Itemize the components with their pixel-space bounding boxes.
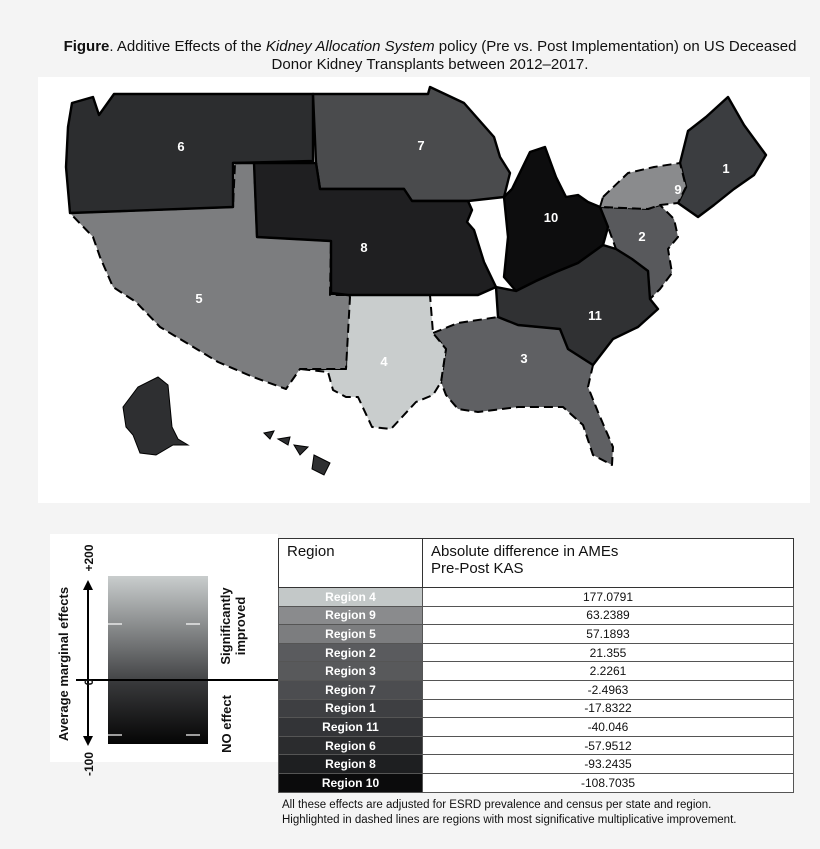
header-value-line1: Absolute difference in AMEs	[431, 543, 619, 560]
region-name-cell: Region 8	[279, 755, 423, 774]
region-name-cell: Region 10	[279, 773, 423, 792]
footnote-line-1: All these effects are adjusted for ESRD prevalence and census per state and region.	[282, 799, 712, 811]
legend-gradient-upper	[108, 576, 208, 680]
region-name-cell: Region 11	[279, 718, 423, 737]
footnote	[282, 798, 802, 828]
title-pre: . Additive Effects of the	[109, 38, 266, 55]
hawaii-island	[312, 455, 330, 475]
map-region-label-5: 5	[195, 291, 203, 306]
region-table	[278, 538, 794, 793]
legend-tick-bottom: -100	[82, 751, 96, 777]
table-row	[279, 755, 794, 774]
legend-upper-label-line1: Significantly	[218, 587, 233, 665]
map-region-label-3: 3	[520, 351, 528, 366]
title-post: policy (Pre vs. Post Implementation) on US Deceased Donor Kidney Transplants between 2012–2017.	[271, 38, 797, 73]
region-value-cell: 177.0791	[423, 588, 794, 607]
table-body	[279, 588, 794, 793]
hawaii-island	[294, 445, 308, 455]
table-row	[279, 718, 794, 737]
legend-upper-label	[218, 587, 248, 665]
region-name-cell: Region 9	[279, 606, 423, 625]
legend-upper-label-line2: improved	[233, 596, 248, 656]
region-value-cell: -57.9512	[423, 736, 794, 755]
legend-tick-top: +200	[82, 544, 96, 572]
region-name-cell: Region 4	[279, 588, 423, 607]
region-value-cell: 21.355	[423, 643, 794, 662]
footnote-line-2: Highlighted in dashed lines are regions with most significative multiplicative improvement.	[282, 814, 737, 826]
region-name-cell: Region 2	[279, 643, 423, 662]
region-value-cell: -108.7035	[423, 773, 794, 792]
title-bold: Figure	[63, 38, 110, 55]
table-row	[279, 625, 794, 644]
legend-lower-label: NO effect	[219, 695, 234, 753]
table-row	[279, 773, 794, 792]
map-region-label-1: 1	[722, 161, 730, 176]
table-row	[279, 606, 794, 625]
region-value-cell: -17.8322	[423, 699, 794, 718]
region-value-cell: -2.4963	[423, 680, 794, 699]
title-italic: Kidney Allocation System	[265, 38, 435, 55]
region-value-cell: -40.046	[423, 718, 794, 737]
map-region-label-4: 4	[380, 354, 388, 369]
table-header-row	[279, 539, 794, 588]
legend-tick-zero: 0	[82, 678, 96, 686]
table-row	[279, 643, 794, 662]
map-region-label-2: 2	[638, 229, 646, 244]
map-region-label-9: 9	[674, 182, 682, 197]
region-value-cell: -93.2435	[423, 755, 794, 774]
header-value	[423, 539, 794, 588]
map-region-label-10: 10	[543, 210, 559, 225]
map-region-label-7: 7	[417, 138, 425, 153]
map-region-7	[313, 87, 510, 201]
map-region-label-11: 11	[588, 308, 602, 323]
legend-axis-title: Average marginal effects	[56, 586, 71, 742]
region-name-cell: Region 6	[279, 736, 423, 755]
table-row	[279, 588, 794, 607]
map-region-1	[678, 97, 766, 217]
color-legend	[0, 0, 278, 849]
table-row	[279, 680, 794, 699]
table-row	[279, 736, 794, 755]
table-row	[279, 662, 794, 681]
region-value-cell: 63.2389	[423, 606, 794, 625]
region-name-cell: Region 5	[279, 625, 423, 644]
region-name-cell: Region 3	[279, 662, 423, 681]
region-value-cell: 2.2261	[423, 662, 794, 681]
map-region-label-8: 8	[360, 240, 368, 255]
hawaii-island	[278, 437, 290, 445]
region-name-cell: Region 1	[279, 699, 423, 718]
header-value-line2: Pre-Post KAS	[431, 560, 524, 577]
region-value-cell: 57.1893	[423, 625, 794, 644]
header-region: Region	[279, 539, 423, 588]
map-region-label-6: 6	[177, 139, 185, 154]
region-name-cell: Region 7	[279, 680, 423, 699]
map-region-9	[600, 163, 686, 209]
table-row	[279, 699, 794, 718]
